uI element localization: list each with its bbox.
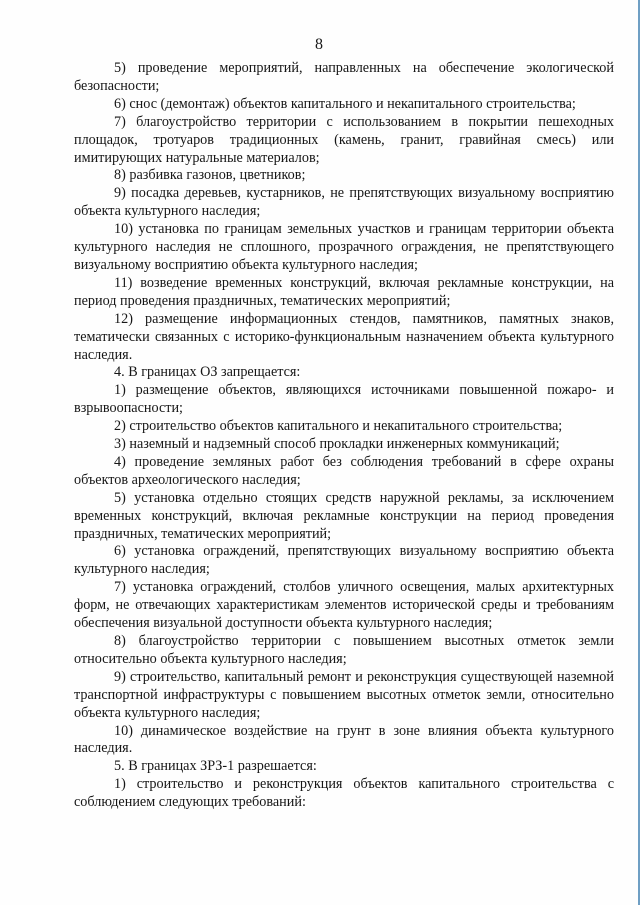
paragraph-12-info-stands: 12) размещение информационных стендов, памятников, памятных знаков, тематически связанных с историко-функциональным назначением объекта культурного наследия.: [74, 310, 614, 363]
oz-item-4: 4) проведение земляных работ без соблюдения требований в сфере охраны объектов археологического наследия;: [74, 453, 614, 488]
paragraph-8-lawns: 8) разбивка газонов, цветников;: [114, 167, 306, 184]
oz-item-2: 2) строительство объектов капитального и некапитального строительства;: [114, 418, 563, 435]
paragraph-10-fencing: 10) установка по границам земельных участков и границам территории объекта культурного наследия не сплошного, прозрачного ограждения, не препятствующего визуальному восприятию объекта культурного наследия;: [74, 221, 614, 273]
oz-item-6: 6) установка ограждений, препятствующих визуальному восприятию объекта культурного наследия;: [74, 543, 614, 578]
oz-item-1: 1) размещение объектов, являющихся источниками повышенной пожаро- и взрывоопасности;: [74, 382, 614, 417]
paragraph-11-temporary-structures: 11) возведение временных конструкций, включая рекламные конструкции, на период проведения праздничных, тематических мероприятий;: [74, 274, 614, 309]
oz-item-8: 8) благоустройство территории с повышением высотных отметок земли относительно объекта культурного наследия;: [74, 633, 614, 667]
paragraph-7-landscaping: 7) благоустройство территории с использованием в покрытии пешеходных площадок, тротуаров традиционных (камень, гранит, гравийная смесь) или имитирующих натуральные материалов;: [74, 113, 614, 166]
oz-item-10: 10) динамическое воздействие на грунт в зоне влияния объекта культурного наследия.: [74, 722, 614, 757]
oz-item-7: 7) установка ограждений, столбов уличного освещения, малых архитектурных форм, не отвечающих характеристикам элементов исторической среды и требованиям обеспечения визуальной доступности объекта культурного наследия;: [74, 579, 614, 632]
paragraph-5-ecology: 5) проведение мероприятий, направленных на обеспечение экологической безопасности;: [74, 60, 614, 94]
document-body: [74, 60, 614, 812]
oz-item-5: 5) установка отдельно стоящих средств наружной рекламы, за исключением временных конструкций, включая рекламные конструкции на период проведения праздничных, тематических мероприятий;: [74, 489, 614, 542]
oz-item-9: 9) строительство, капитальный ремонт и реконструкция существующей наземной транспортной инфраструктуры с повышением высотных отметок земли, относительно объекта культурного наследия;: [74, 668, 614, 721]
section-4-heading: 4. В границах ОЗ запрещается:: [114, 364, 301, 381]
oz-item-3: 3) наземный и надземный способ прокладки инженерных коммуникаций;: [114, 436, 560, 453]
section-5-heading: 5. В границах ЗРЗ-1 разрешается:: [114, 758, 317, 775]
paragraph-9-planting: 9) посадка деревьев, кустарников, не препятствующих визуальному восприятию объекта культурного наследия;: [74, 185, 614, 220]
page-number: 8: [315, 36, 323, 53]
zrz1-item-1: 1) строительство и реконструкция объектов капитального строительства с соблюдением следующих требований:: [74, 776, 614, 811]
paragraph-6-demolition: 6) снос (демонтаж) объектов капитального и некапитального строительства;: [114, 95, 576, 112]
